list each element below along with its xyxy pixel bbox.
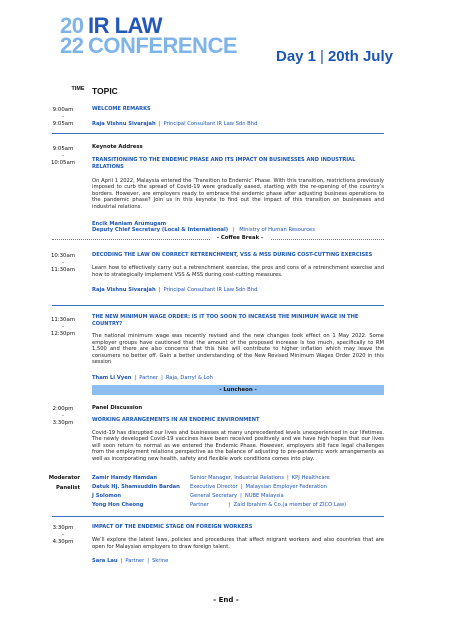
moderator-label: Moderator: [48, 475, 80, 481]
session-retrenchment: [92, 252, 384, 294]
logo-text: IR LAW CONFERENCE: [88, 13, 238, 58]
session-label: Keynote Address: [92, 144, 143, 150]
topic-column-header: TOPIC: [92, 86, 118, 96]
session-title: WELCOME REMARKS: [92, 106, 151, 112]
session-speaker: Encik Maniam Arumugam Deputy Chief Secretary (Local & International) | Ministry of Human Resources: [92, 220, 315, 234]
session-time: 9:05am - 10:05am: [50, 146, 76, 166]
session-description: The national minimum wage was recently revised and the new changes took effect on 1 May 2022. Some employer groups have cautioned that the amount of the proposed increase is too much, specifically to RM 1,500 and there are also concerns that this hike will contribute to higher inflation which may leave the consumers no better off. Gain a better understanding of the New Revised Minimum Wages Order 2020 in this session: [92, 333, 384, 366]
session-description: We’ll explore the latest laws, policies and procedures that affect migrant workers and also countries that are open for Malaysian employers to draw foreign talent.: [92, 537, 384, 550]
logo-year: 20 22: [60, 13, 84, 58]
session-minimum-wage: [92, 314, 384, 382]
session-time: 11:30am - 12:30pm: [50, 317, 76, 337]
day-title: Day 1 | 20th July: [276, 48, 393, 65]
session-title: WORKING ARRANGEMENTS IN AN ENDEMIC ENVIRONMENT: [92, 416, 260, 423]
session-label: Panel Discussion: [92, 405, 143, 411]
divider: [52, 133, 384, 134]
luncheon-bar: - Luncheon -: [92, 385, 384, 395]
session-description: Learn how to effectively carry out a retrenchment exercise, the pros and cons of a retrenchment exercise and how to strategically implement VSS & MSS during cost-cutting measures.: [92, 265, 384, 278]
session-welcome: [92, 106, 384, 128]
session-time: 10:30am - 11:30am: [50, 253, 76, 273]
session-time: 9:00am - 9:05am: [52, 107, 74, 127]
session-panel: [92, 405, 384, 463]
session-time: 2:00pm - 3:30pm: [52, 406, 74, 426]
session-title: THE NEW MINIMUM WAGE ORDER: IS IT TOO SOON TO INCREASE THE MINIMUM WAGE IN THE COUNTRY?: [92, 314, 359, 327]
panelist-label: Panelist: [56, 485, 80, 491]
session-speaker: Raja Vishnu Sivarajah | Principal Consultant IR Law Sdn Bhd: [92, 287, 258, 294]
session-title: DECODING THE LAW ON CORRECT RETRENCHMENT, VSS & MSS DURING COST-CUTTING EXERCISES: [92, 252, 373, 258]
session-title: IMPACT OF THE ENDEMIC STAGE ON FOREIGN WORKERS: [92, 524, 253, 530]
divider: [52, 516, 384, 517]
end-marker: - End -: [213, 596, 239, 604]
session-description: On April 1 2022, Malaysia entered the ‘Transition to Endemic’ Phase. With this transition, restrictions previously imposed to curb the spread of Covid-19 were gradually eased, starting with the re-opening of the country’s borders. However, are employers ready to embrace the endemic phase after adjusting business operations to the pandemic phase? Join us in this keynote to find out the impact of this transition on businesses and industrial relations.: [92, 177, 384, 210]
session-speaker: Tham Li Vyen | Partner | Raja, Darryl & Loh: [92, 374, 213, 381]
coffee-break: - Coffee Break -: [210, 235, 270, 241]
session-speaker: Sara Lau | Partner | Skrine: [92, 558, 169, 565]
time-column-header: TIME: [71, 86, 85, 92]
page-header: [0, 0, 452, 80]
session-keynote: [92, 144, 384, 234]
session-speaker: Raja Vishnu Sivarajah | Principal Consultant IR Law Sdn Bhd: [92, 121, 258, 127]
session-description: Covid-19 has disrupted our lives and businesses at many unprecedented levels unexperienced in our lifetimes. The newly developed Covid-19 vaccines have been received positively and we have high hopes that our lives will soon return to normal as we entered the Endemic Phase. However, employers still face legal challenges from the employment relations perspective as the balance of adjusting to pre-pandemic work arrangements as well as incorporating new health, safety and flexible work conditions comes into play.: [92, 429, 384, 462]
session-time: 3:30pm - 4:30pm: [52, 525, 74, 545]
divider: [52, 305, 384, 306]
session-foreign-workers: [92, 524, 384, 565]
session-title: TRANSITIONING TO THE ENDEMIC PHASE AND ITS IMPACT ON BUSINESSES AND INDUSTRIAL RELATIONS: [92, 156, 356, 170]
